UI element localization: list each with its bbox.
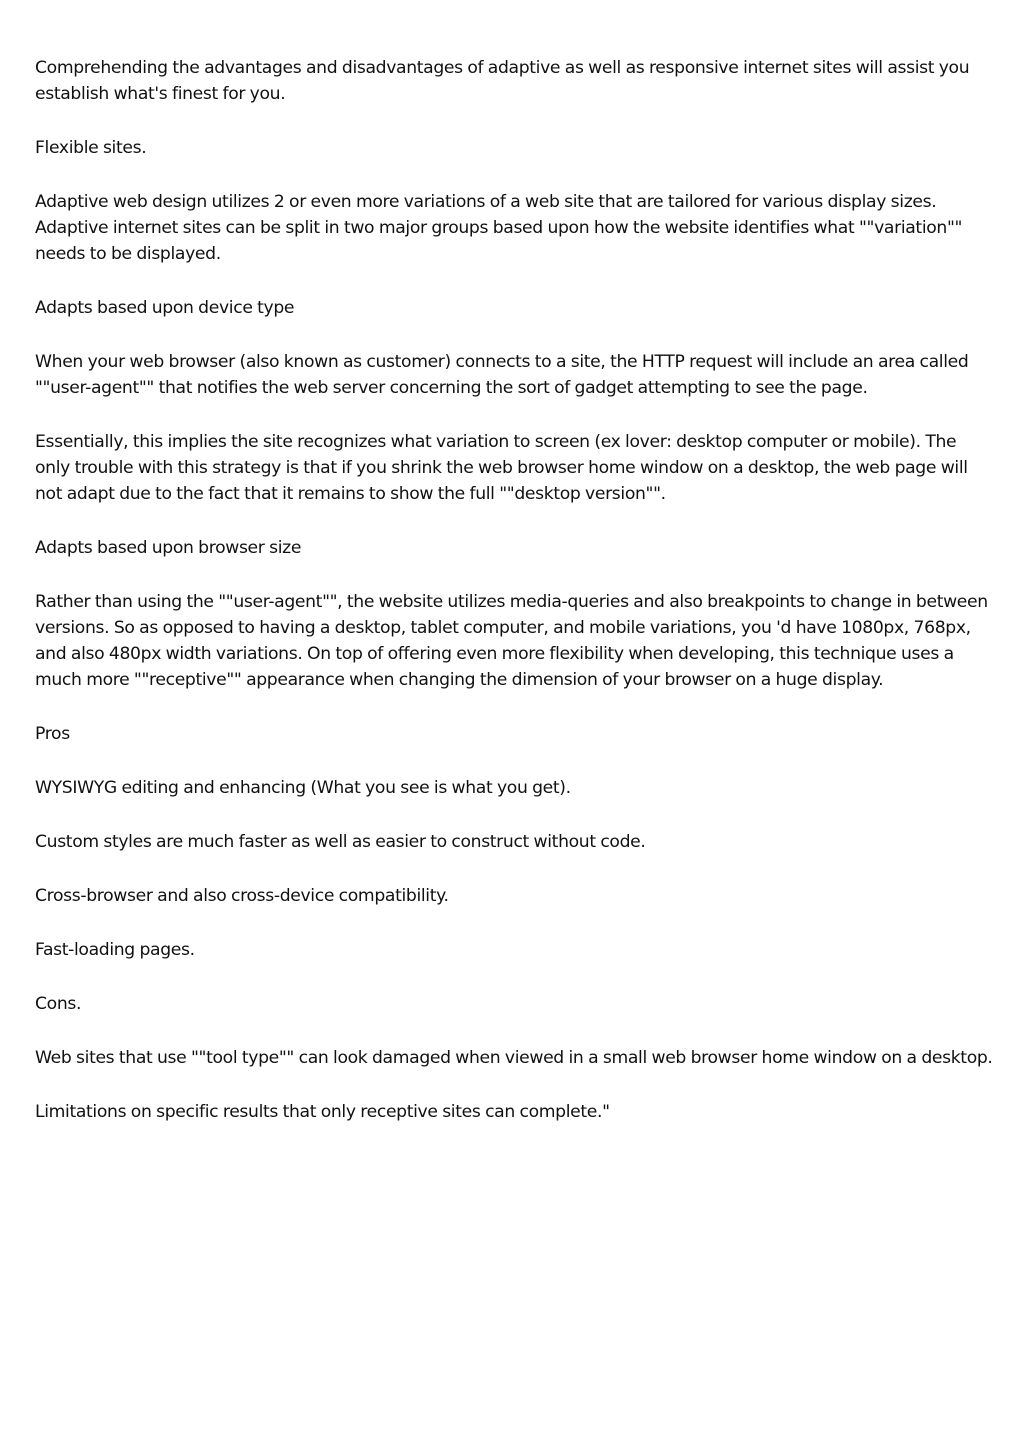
paragraph-cons-heading: Cons. <box>35 994 82 1014</box>
paragraph-con-limitations: Limitations on specific results that only receptive sites can complete." <box>35 1102 610 1122</box>
paragraph-pro-fast-loading: Fast-loading pages. <box>35 940 195 960</box>
paragraph-pro-custom-styles: Custom styles are much faster as well as easier to construct without code. <box>35 832 646 852</box>
paragraph-heading-device-type: Adapts based upon device type <box>35 298 295 318</box>
paragraph-user-agent: When your web browser (also known as customer) connects to a site, the HTTP request will include an area called ""user-agent"" that notifies the web server concerning the sort of gadget attempting to see the page. <box>35 352 969 398</box>
paragraph-pros-heading: Pros <box>35 724 70 744</box>
paragraph-heading-browser-size: Adapts based upon browser size <box>35 538 302 558</box>
paragraph-pro-wysiwyg: WYSIWYG editing and enhancing (What you see is what you get). <box>35 778 571 798</box>
paragraph-con-tool-type: Web sites that use ""tool type"" can look damaged when viewed in a small web browser home window on a desktop. <box>35 1048 993 1068</box>
paragraph-flexible-sites: Flexible sites. <box>35 138 147 158</box>
paragraph-media-queries: Rather than using the ""user-agent"", the website utilizes media-queries and also breakpoints to change in between versions. So as opposed to having a desktop, tablet computer, and mobile variations, you 'd have 1080px, 768px, and also 480px width variations. On top of offering even more flexibility when developing, this technique uses a much more ""receptive"" appearance when changing the dimension of your browser on a huge display. <box>35 592 988 690</box>
paragraph-intro: Comprehending the advantages and disadvantages of adaptive as well as responsive internet sites will assist you establish what's finest for you. <box>35 58 970 104</box>
document-body <box>35 55 995 1153</box>
paragraph-essentially: Essentially, this implies the site recognizes what variation to screen (ex lover: desktop computer or mobile). The only trouble with this strategy is that if you shrink the web browser home window on a desktop, the web page will not adapt due to the fact that it remains to show the full ""desktop version"". <box>35 432 968 504</box>
paragraph-adaptive-design: Adaptive web design utilizes 2 or even more variations of a web site that are tailored for various display sizes. Adaptive internet sites can be split in two major groups based upon how the website identifies what ""variation"" needs to be displayed. <box>35 192 963 264</box>
paragraph-pro-cross-browser: Cross-browser and also cross-device compatibility. <box>35 886 449 906</box>
